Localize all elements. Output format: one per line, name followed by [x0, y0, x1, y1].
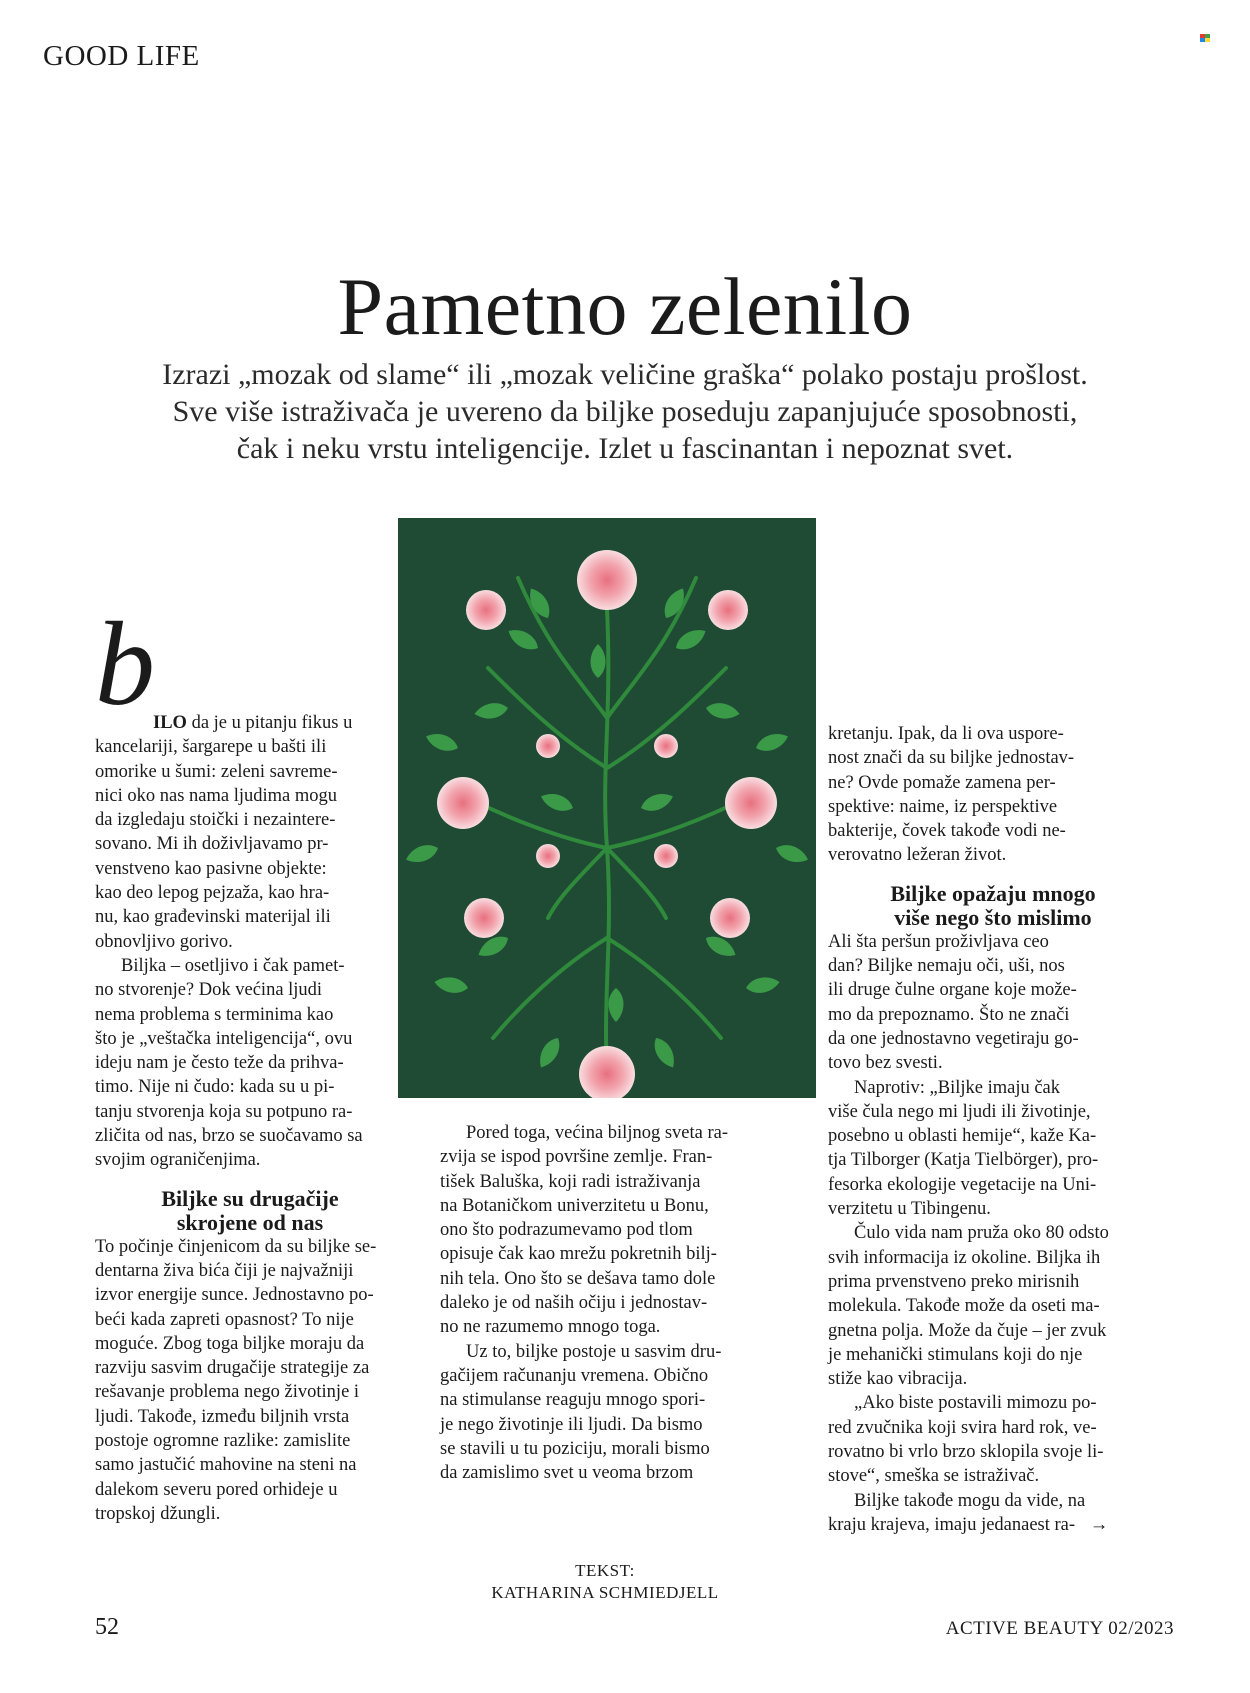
body-line: fesorka ekologije vegetacije na Uni- [828, 1174, 1097, 1195]
body-line: posebno u oblasti hemije“, kaže Ka- [828, 1126, 1097, 1147]
body-line: svih informacija iz okoline. Biljka ih [828, 1247, 1101, 1268]
body-line: da zamislimo svet u veoma brzom [440, 1463, 694, 1484]
body-line: tropskoj džungli. [95, 1503, 221, 1524]
body-line: Naprotiv: „Biljke imaju čak [854, 1077, 1061, 1098]
subheading-line: Biljke opažaju mnogo [890, 880, 1096, 906]
body-line: dan? Biljke nemaju oči, uši, nos [828, 956, 1065, 977]
magazine-issue: ACTIVE BEAUTY 02/2023 [945, 1618, 1174, 1639]
subheading-line: skrojene od nas [176, 1209, 324, 1235]
body-line: dalekom severu pored orhideje u [95, 1479, 338, 1500]
body-line: bakterije, čovek takođe vodi ne- [828, 821, 1066, 842]
body-line: gačijem računanju vremena. Obično [440, 1365, 709, 1386]
body-line: nih tela. Ono što se dešava tamo dole [440, 1268, 716, 1289]
paragraph [828, 930, 1158, 1076]
body-line: moguće. Zbog toga biljke moraju da [95, 1333, 365, 1354]
body-line: ili druge čulne organe koje može- [828, 980, 1077, 1001]
subheading-line: Biljke su drugačije [161, 1185, 339, 1211]
paragraph [828, 722, 1158, 868]
body-line: ono što podrazumevamo pod tlom [440, 1220, 693, 1241]
article-title: Pametno zelenilo [337, 261, 913, 352]
body-line: dentarna živa bića čiji je najvažniji [95, 1260, 354, 1281]
body-line: „Ako biste postavili mimozu po- [854, 1393, 1097, 1414]
body-line: postoje ogromne razlike: zamislite [95, 1431, 351, 1452]
body-line: Biljke takođe mogu da vide, na [854, 1490, 1086, 1511]
page-number: 52 [95, 1614, 119, 1640]
body-line: svojim ograničenjima. [95, 1150, 261, 1171]
column-2 [440, 1121, 770, 1485]
body-line: je nego životinje ili ljudi. Da bismo [440, 1414, 703, 1435]
body-line: više čula nego mi ljudi ili životinje, [828, 1101, 1091, 1122]
paragraph [95, 954, 405, 1173]
body-line: na stimulanse reaguju mnogo spori- [440, 1390, 706, 1411]
body-line: molekula. Takođe može da oseti ma- [828, 1296, 1100, 1317]
body-line: opisuje čak kao mrežu pokretnih bilj- [440, 1244, 717, 1265]
body-line: je mehanički stimulans koji do nje [828, 1344, 1083, 1365]
body-line: rovatno bi vrlo brzo sklopila svoje li- [828, 1442, 1104, 1463]
body-line: tovo bez svesti. [828, 1053, 943, 1074]
body-line: venstveno kao pasivne objekte: [95, 858, 327, 879]
body-line: rešavanje problema nego životinje i [95, 1382, 360, 1403]
body-line: verzitetu u Tibingenu. [828, 1199, 991, 1220]
body-line: se stavili u tu poziciju, morali bismo [440, 1438, 710, 1459]
body-line: beći kada zapreti opasnost? To nije [95, 1309, 354, 1330]
body-line: kao deo lepog pejzaža, kao hra- [95, 883, 330, 904]
body-line: da izgledaju stoički i nezaintere- [95, 810, 336, 831]
body-line: tanju stvorenja koja su potpuno ra- [95, 1101, 353, 1122]
paragraph [828, 1391, 1158, 1488]
column-3 [828, 722, 1158, 1537]
paragraph [440, 1340, 770, 1486]
body-line: da je u pitanju fikus u [191, 713, 353, 733]
body-line: ideju nam je često teže da prihva- [95, 1053, 344, 1074]
plant-illustration [398, 518, 816, 1098]
body-line: zvija se ispod površine zemlje. Fran- [440, 1147, 713, 1168]
subheading [95, 1187, 405, 1235]
body-line: tja Tilborger (Katja Tielbörger), pro- [828, 1150, 1099, 1171]
drop-cap: b [95, 597, 155, 730]
body-line: Čulo vida nam pruža oko 80 odsto [854, 1223, 1109, 1244]
body-line: gnetna polja. Može da čuje – jer zvuk [828, 1320, 1107, 1341]
body-line: kretanju. Ipak, da li ova uspore- [828, 724, 1064, 744]
body-line: Uz to, biljke postoje u sasvim dru- [466, 1341, 722, 1362]
body-line: prima prvenstveno preko mirisnih [828, 1271, 1080, 1292]
subheading-line: više nego što mislimo [894, 904, 1092, 930]
opening-caps: ILO [153, 713, 187, 733]
body-line: Ali šta peršun proživljava ceo [828, 931, 1049, 952]
paragraph [95, 735, 405, 954]
body-line: To počinje činjenicom da su biljke se- [95, 1236, 377, 1257]
body-line: stiže kao vibracija. [828, 1369, 968, 1390]
subheading [828, 882, 1158, 930]
body-line: obnovljivo gorivo. [95, 931, 233, 952]
body-line: mo da prepoznamo. Što ne znači [828, 1004, 1070, 1025]
lead-line: Sve više istraživača je uvereno da biljke poseduju zapanjujuće sposobnosti, [172, 395, 1078, 428]
section-label: GOOD LIFE [43, 40, 200, 72]
body-line: nici oko nas nama ljudima mogu [95, 785, 337, 806]
body-line: no stvorenje? Dok većina ljudi [95, 980, 323, 1001]
floral-ornament-image [398, 518, 816, 1098]
body-line: samo jastučić mahovine na steni na [95, 1455, 357, 1476]
body-line: kancelariji, šargarepe u bašti ili [95, 737, 327, 758]
body-line: nu, kao građevinski materijal ili [95, 907, 331, 928]
body-line: daleko je od naših očiju i jednostav- [440, 1293, 708, 1314]
body-line: izvor energije sunce. Jednostavno po- [95, 1285, 374, 1306]
body-line: sovano. Mi ih doživljavamo pr- [95, 834, 329, 855]
body-line: omorike u šumi: zeleni savreme- [95, 761, 338, 782]
body-line: spektive: naime, iz perspektive [828, 796, 1058, 817]
body-line: razviju sasvim drugačije strategije za [95, 1358, 370, 1379]
paragraph [828, 1221, 1158, 1391]
body-line: ne? Ovde pomaže zamena per- [828, 772, 1056, 793]
author-credit [440, 1560, 770, 1604]
paragraph [440, 1121, 770, 1340]
body-line: nema problema s terminima kao [95, 1004, 334, 1025]
body-line: ljudi. Takođe, između biljnih vrsta [95, 1406, 350, 1427]
body-line: na Botaničkom univerzitetu u Bonu, [440, 1195, 709, 1216]
continue-arrow-icon: → [1085, 1514, 1109, 1535]
body-line: no ne razumemo mnogo toga. [440, 1317, 661, 1338]
body-line: kraju krajeva, imaju jedanaest ra- → [828, 1514, 1109, 1535]
body-line: red zvučnika koji svira hard rok, ve- [828, 1417, 1097, 1438]
lead-line: čak i neku vrstu inteligencije. Izlet u fascinantan i nepoznat svet. [236, 432, 1014, 465]
body-line: Biljka – osetljivo i čak pamet- [121, 955, 345, 976]
article-lead [60, 356, 1190, 467]
lead-line: Izrazi „mozak od slame“ ili „mozak veličine graška“ polako postaju prošlost. [162, 358, 1088, 391]
body-line: tišek Baluška, koji radi istraživanja [440, 1171, 701, 1192]
body-line: da one jednostavno vegetiraju go- [828, 1028, 1079, 1049]
body-line: stove“, smeška se istraživač. [828, 1466, 1040, 1487]
body-line: timo. Nije ni čudo: kada su u pi- [95, 1077, 335, 1098]
body-line: Pored toga, većina biljnog sveta ra- [466, 1123, 728, 1143]
paragraph [828, 1076, 1158, 1222]
body-line: nost znači da su biljke jednostav- [828, 748, 1075, 769]
paragraph [95, 1235, 405, 1527]
credit-label: TEKST: [575, 1561, 635, 1580]
body-line: verovatno ležeran život. [828, 845, 1007, 866]
body-line: zličita od nas, brzo se suočavamo sa [95, 1126, 363, 1147]
body-line: što je „veštačka inteligencija“, ovu [95, 1028, 353, 1049]
color-mark-icon [1200, 34, 1210, 42]
paragraph [828, 1489, 1158, 1538]
credit-author: KATHARINA SCHMIEDJELL [491, 1583, 719, 1602]
column-1 [95, 711, 405, 1526]
